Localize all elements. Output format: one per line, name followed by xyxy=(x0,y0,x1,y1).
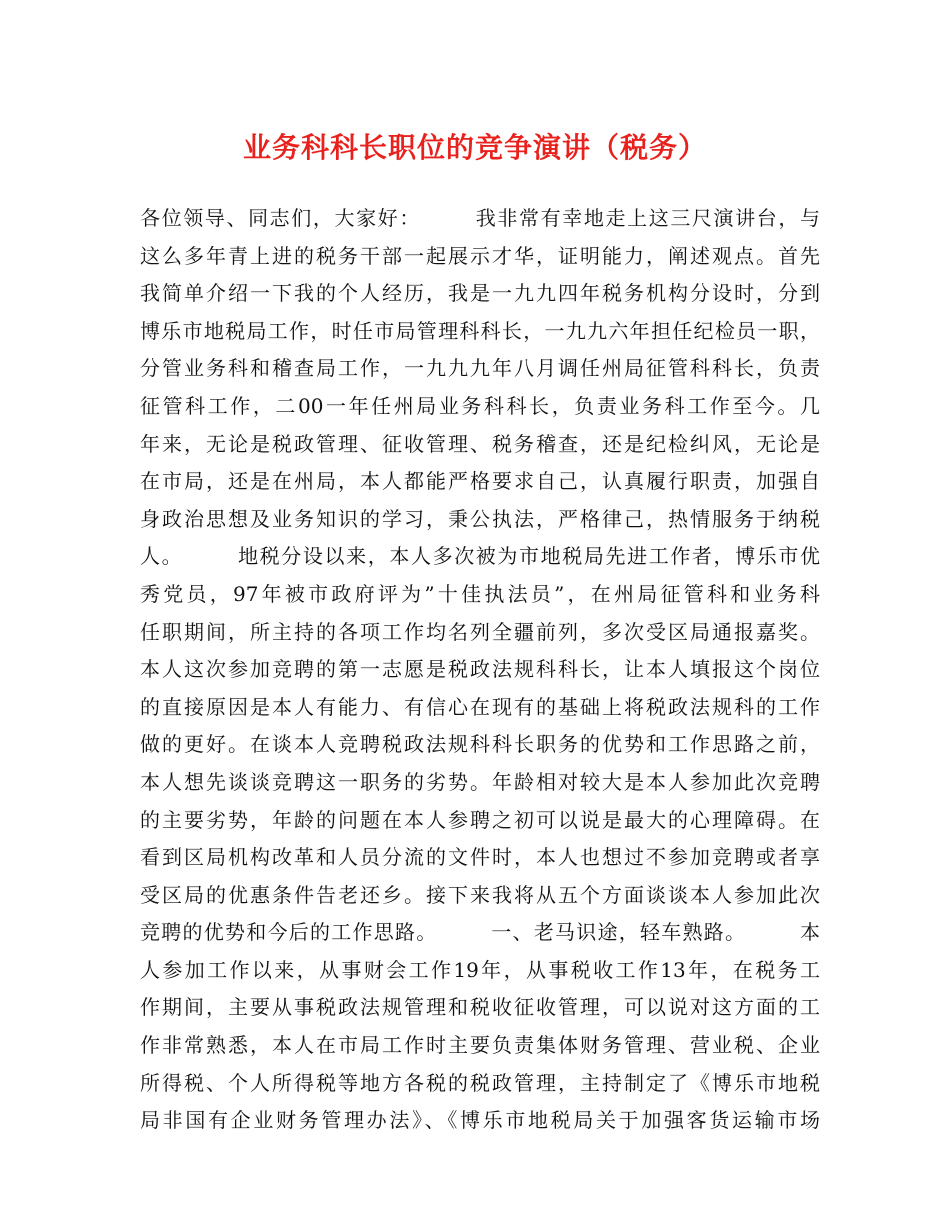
paragraph-line: 看到区局机构改革和人员分流的文件时，本人也想过不参加竞聘或者享 xyxy=(140,845,820,870)
paragraph-line: 人参加工作以来，从事财会工作19年，从事税收工作13年，在税务工 xyxy=(140,957,820,982)
document-body xyxy=(140,200,820,1140)
paragraph-line: 作非常熟悉，本人在市局工作时主要负责集体财务管理、营业税、企业 xyxy=(140,1033,820,1058)
paragraph-line: 本人这次参加竞聘的第一志愿是税政法规科科长，让本人填报这个岗位 xyxy=(140,657,820,682)
paragraph-line: 我简单介绍一下我的个人经历，我是一九九四年税务机构分设时，分到 xyxy=(140,281,820,306)
paragraph-line: 征管科工作，二00一年任州局业务科科长，负责业务科工作至今。几 xyxy=(140,393,820,418)
paragraph-line: 分管业务科和稽查局工作，一九九九年八月调任州局征管科科长，负责 xyxy=(140,356,820,381)
paragraph-line: 在市局，还是在州局，本人都能严格要求自己，认真履行职责，加强自 xyxy=(140,469,820,494)
paragraph-line: 做的更好。在谈本人竞聘税政法规科科长职务的优势和工作思路之前， xyxy=(140,732,820,757)
paragraph-line: 身政治思想及业务知识的学习，秉公执法，严格律己，热情服务于纳税 xyxy=(140,506,820,531)
paragraph-line: 秀党员，97年被市政府评为”十佳执法员”，在州局征管科和业务科 xyxy=(140,581,820,606)
paragraph-line: 各位领导、同志们，大家好： 我非常有幸地走上这三尺演讲台，与 xyxy=(140,206,820,230)
paragraph-line: 作期间，主要从事税政法规管理和税收征收管理，可以说对这方面的工 xyxy=(140,995,820,1020)
paragraph-line: 的直接原因是本人有能力、有信心在现有的基础上将税政法规科的工作 xyxy=(140,694,820,719)
paragraph-line: 任职期间，所主持的各项工作均名列全疆前列，多次受区局通报嘉奖。 xyxy=(140,619,820,644)
paragraph-line: 的主要劣势，年龄的问题在本人参聘之初可以说是最大的心理障碍。在 xyxy=(140,807,820,832)
paragraph-line: 博乐市地税局工作，时任市局管理科科长，一九九六年担任纪检员一职， xyxy=(140,318,820,343)
paragraph-line: 本人想先谈谈竞聘这一职务的劣势。年龄相对较大是本人参加此次竞聘 xyxy=(140,769,820,794)
paragraph-line: 这么多年青上进的税务干部一起展示才华，证明能力，阐述观点。首先 xyxy=(140,243,820,268)
paragraph-line: 年来，无论是税政管理、征收管理、税务稽查，还是纪检纠风，无论是 xyxy=(140,431,820,456)
paragraph-line: 局非国有企业财务管理办法》、《博乐市地税局关于加强客货运输市场 xyxy=(140,1108,820,1133)
paragraph-line: 受区局的优惠条件告老还乡。接下来我将从五个方面谈谈本人参加此次 xyxy=(140,882,820,907)
document-title: 业务科科长职位的竞争演讲（税务） xyxy=(242,131,707,164)
paragraph-line: 所得税、个人所得税等地方各税的税政管理，主持制定了《博乐市地税 xyxy=(140,1070,820,1095)
paragraph-line: 人。 地税分设以来，本人多次被为市地税局先进工作者，博乐市优 xyxy=(140,544,820,569)
paragraph-line: 竞聘的优势和今后的工作思路。 一、老马识途，轻车熟路。 本 xyxy=(140,920,820,945)
